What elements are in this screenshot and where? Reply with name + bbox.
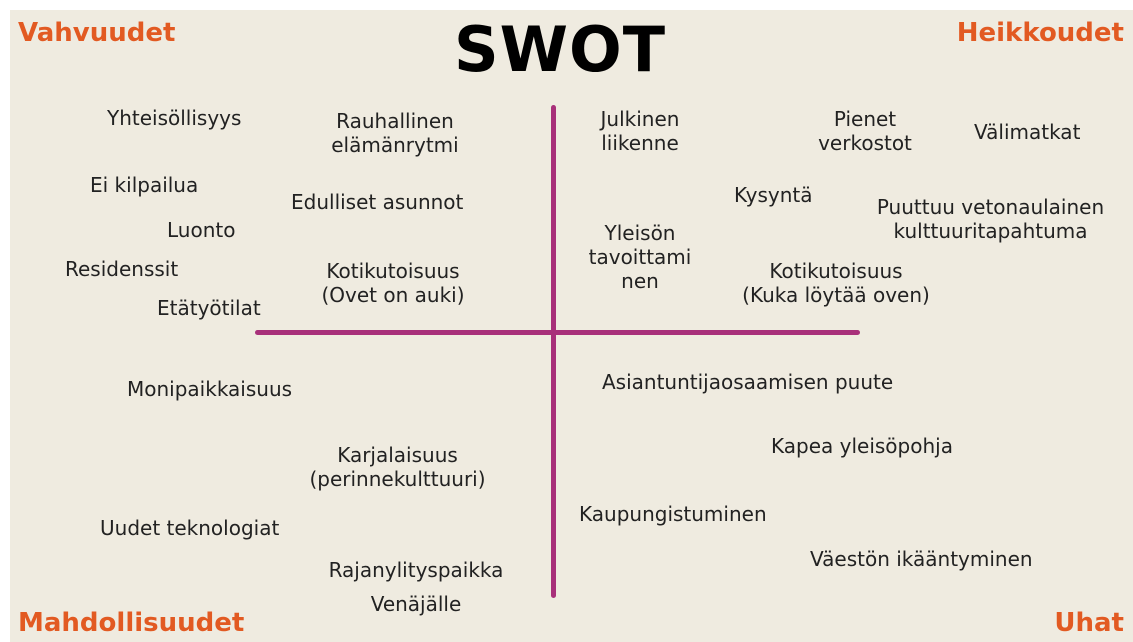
strength-item: Ei kilpailua — [90, 173, 199, 197]
weakness-item: Pienet verkostot — [818, 107, 912, 155]
strength-item: Edulliset asunnot — [291, 190, 464, 214]
strength-item: Rauhallinen elämänrytmi — [331, 109, 459, 157]
strengths-label: Vahvuudet — [18, 18, 176, 48]
vertical-axis — [551, 105, 556, 598]
opportunity-item: Rajanylityspaikka Venäjälle — [328, 558, 504, 616]
threat-item: Väestön ikääntyminen — [810, 547, 1033, 571]
strength-item: Residenssit — [65, 257, 179, 281]
opportunity-item: Uudet teknologiat — [100, 516, 280, 540]
threat-item: Kaupungistuminen — [579, 502, 767, 526]
weakness-item: Kotikutoisuus (Kuka löytää oven) — [742, 259, 930, 307]
horizontal-axis — [255, 330, 860, 335]
weakness-item: Kysyntä — [734, 183, 813, 207]
opportunity-item: Monipaikkaisuus — [127, 377, 293, 401]
threat-item: Asiantuntijaosaamisen puute — [602, 370, 894, 394]
strength-item: Luonto — [167, 218, 236, 242]
weakness-item: Puuttuu vetonaulainen kulttuuritapahtuma — [876, 195, 1105, 243]
opportunity-item: Karjalaisuus (perinnekulttuuri) — [309, 443, 486, 491]
weakness-item: Yleisön tavoittami nen — [588, 221, 692, 293]
threat-item: Kapea yleisöpohja — [771, 434, 953, 458]
weakness-item: Julkinen liikenne — [600, 107, 680, 155]
strength-item: Yhteisöllisyys — [107, 106, 242, 130]
strength-item: Etätyötilat — [157, 296, 261, 320]
diagram-title: SWOT — [453, 13, 667, 86]
strength-item: Kotikutoisuus (Ovet on auki) — [321, 259, 465, 307]
weaknesses-label: Heikkoudet — [956, 18, 1124, 48]
opportunities-label: Mahdollisuudet — [18, 608, 245, 638]
threats-label: Uhat — [1054, 608, 1124, 638]
weakness-item: Välimatkat — [974, 120, 1081, 144]
